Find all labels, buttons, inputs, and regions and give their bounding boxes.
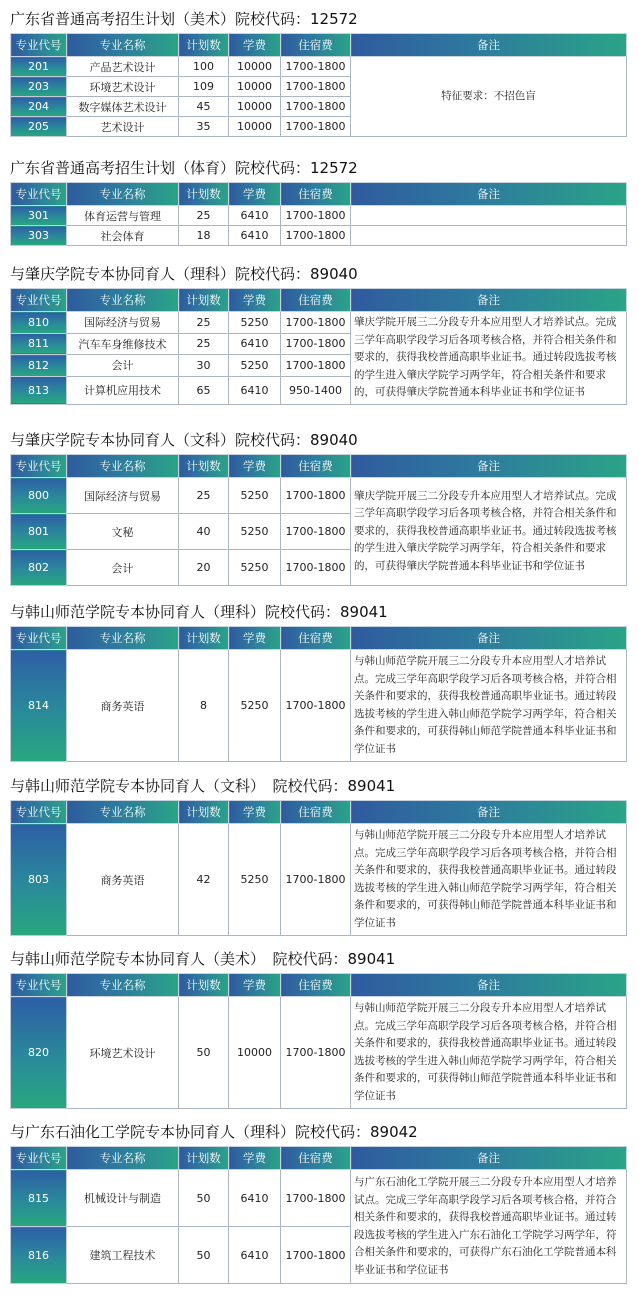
major-code: 201 [11,57,67,77]
tuition: 6410 [229,1227,281,1284]
major-code: 800 [11,478,67,514]
header-fee: 学费 [229,801,281,824]
plan-count: 18 [179,226,229,246]
header-fee: 学费 [229,974,281,997]
dorm-fee: 1700-1800 [281,117,351,137]
major-name: 环境艺术设计 [67,997,179,1109]
major-code: 803 [11,824,67,936]
major-name: 国际经济与贸易 [67,312,179,334]
dorm-fee: 1700-1800 [281,1227,351,1284]
header-fee: 学费 [229,455,281,478]
section-title: 与肇庆学院专本协同育人（理科）院校代码：89040 [10,265,358,283]
header-remark: 备注 [351,801,627,824]
header-dorm: 住宿费 [281,183,351,206]
tuition: 5250 [229,478,281,514]
header-dorm: 住宿费 [281,627,351,650]
dorm-fee: 1700-1800 [281,997,351,1109]
header-code: 专业代号 [11,627,67,650]
header-name: 专业名称 [67,183,179,206]
header-plan: 计划数 [179,801,229,824]
dorm-fee: 1700-1800 [281,57,351,77]
plan-count: 50 [179,1227,229,1284]
plan-table [10,973,627,1109]
header-code: 专业代号 [11,34,67,57]
major-code: 811 [11,333,67,355]
dorm-fee: 1700-1800 [281,478,351,514]
remark [351,226,627,246]
dorm-fee: 1700-1800 [281,1170,351,1227]
header-code: 专业代号 [11,183,67,206]
tuition: 5250 [229,355,281,377]
major-code: 816 [11,1227,67,1284]
table-row [11,478,627,514]
plan-count: 20 [179,550,229,586]
table-row [11,997,627,1109]
major-name: 体育运营与管理 [67,206,179,226]
section-sports [10,154,627,246]
header-code: 专业代号 [11,974,67,997]
tuition: 6410 [229,376,281,404]
header-remark: 备注 [351,34,627,57]
tuition: 5250 [229,650,281,762]
remark: 肇庆学院开展三二分段专升本应用型人才培养试点。完成三学年高职学段学习后各项考核合格，并符合相关条件和要求的，获得我校普通高职毕业证书。通过转段选拔考核的学生进入肇庆学院学习两学年，符合相关条件和要求的，可获得肇庆学院普通本科毕业证书和学位证书 [351,312,627,405]
dorm-fee: 1700-1800 [281,206,351,226]
table-row [11,226,627,246]
major-name: 计算机应用技术 [67,376,179,404]
plan-count: 100 [179,57,229,77]
plan-count: 109 [179,77,229,97]
tuition: 6410 [229,206,281,226]
plan-table [10,800,627,936]
plan-count: 42 [179,824,229,936]
table-row [11,206,627,226]
header-dorm: 住宿费 [281,455,351,478]
header-row [11,455,627,478]
major-code: 815 [11,1170,67,1227]
major-name: 艺术设计 [67,117,179,137]
header-dorm: 住宿费 [281,289,351,312]
major-name: 产品艺术设计 [67,57,179,77]
section-title: 广东省普通高考招生计划（体育）院校代码：12572 [10,159,358,177]
header-name: 专业名称 [67,455,179,478]
header-dorm: 住宿费 [281,1147,351,1170]
header-remark: 备注 [351,1147,627,1170]
header-row [11,1147,627,1170]
major-name: 建筑工程技术 [67,1227,179,1284]
header-row [11,289,627,312]
tuition: 5250 [229,514,281,550]
header-remark: 备注 [351,289,627,312]
major-name: 会计 [67,550,179,586]
major-name: 数字媒体艺术设计 [67,97,179,117]
header-fee: 学费 [229,183,281,206]
section-title: 广东省普通高考招生计划（美术）院校代码：12572 [10,10,358,28]
table-row [11,57,627,77]
major-name: 文秘 [67,514,179,550]
major-name: 商务英语 [67,650,179,762]
tuition: 5250 [229,824,281,936]
tuition: 6410 [229,333,281,355]
major-name: 商务英语 [67,824,179,936]
major-code: 810 [11,312,67,334]
dorm-fee: 1700-1800 [281,514,351,550]
section-title: 与韩山师范学院专本协同育人（理科）院校代码：89041 [10,603,388,621]
header-name: 专业名称 [67,974,179,997]
plan-table [10,454,627,586]
major-code: 205 [11,117,67,137]
dorm-fee: 1700-1800 [281,97,351,117]
plan-table [10,626,627,762]
header-dorm: 住宿费 [281,801,351,824]
header-remark: 备注 [351,455,627,478]
major-name: 环境艺术设计 [67,77,179,97]
dorm-fee: 950-1400 [281,376,351,404]
table-row [11,650,627,762]
tuition: 10000 [229,117,281,137]
header-fee: 学费 [229,1147,281,1170]
header-plan: 计划数 [179,455,229,478]
plan-count: 25 [179,206,229,226]
tuition: 10000 [229,57,281,77]
remark: 肇庆学院开展三二分段专升本应用型人才培养试点。完成三学年高职学段学习后各项考核合格，并符合相关条件和要求的，获得我校普通高职毕业证书。通过转段选拔考核的学生进入肇庆学院学习两学年，符合相关条件和要求的，可获得肇庆学院普通本科毕业证书和学位证书 [351,478,627,586]
plan-table [10,33,627,137]
section-hanshan-art [10,945,627,1109]
plan-count: 50 [179,1170,229,1227]
header-plan: 计划数 [179,974,229,997]
tuition: 6410 [229,1170,281,1227]
plan-count: 30 [179,355,229,377]
remark: 与韩山师范学院开展三二分段专升本应用型人才培养试点。完成三学年高职学段学习后各项考核合格，并符合相关条件和要求的，获得我校普通高职毕业证书。通过转段选拔考核的学生进入韩山师范学院学习两学年，符合相关条件和要求的，可获得韩山师范学院普通本科毕业证书和学位证书 [351,997,627,1109]
header-name: 专业名称 [67,289,179,312]
major-name: 机械设计与制造 [67,1170,179,1227]
dorm-fee: 1700-1800 [281,77,351,97]
header-code: 专业代号 [11,289,67,312]
dorm-fee: 1700-1800 [281,226,351,246]
major-code: 204 [11,97,67,117]
major-name: 会计 [67,355,179,377]
header-row [11,974,627,997]
table-row [11,312,627,334]
major-code: 303 [11,226,67,246]
section-title: 与肇庆学院专本协同育人（文科）院校代码：89040 [10,431,358,449]
dorm-fee: 1700-1800 [281,550,351,586]
major-code: 802 [11,550,67,586]
section-title: 与韩山师范学院专本协同育人（文科） 院校代码：89041 [10,777,396,795]
major-code: 813 [11,376,67,404]
header-row [11,801,627,824]
header-plan: 计划数 [179,289,229,312]
major-code: 820 [11,997,67,1109]
major-name: 社会体育 [67,226,179,246]
header-row [11,34,627,57]
header-remark: 备注 [351,183,627,206]
plan-table [10,1146,627,1284]
header-row [11,183,627,206]
tuition: 10000 [229,97,281,117]
header-fee: 学费 [229,627,281,650]
header-plan: 计划数 [179,627,229,650]
major-name: 汽车车身维修技术 [67,333,179,355]
section-zhaoqing-science [10,260,627,405]
table-row [11,1170,627,1227]
plan-count: 35 [179,117,229,137]
header-remark: 备注 [351,627,627,650]
remark: 与韩山师范学院开展三二分段专升本应用型人才培养试点。完成三学年高职学段学习后各项考核合格，并符合相关条件和要求的，获得我校普通高职毕业证书。通过转段选拔考核的学生进入韩山师范学院学习两学年，符合相关条件和要求的，可获得韩山师范学院普通本科毕业证书和学位证书 [351,824,627,936]
tuition: 5250 [229,312,281,334]
major-name: 国际经济与贸易 [67,478,179,514]
header-name: 专业名称 [67,627,179,650]
plan-count: 8 [179,650,229,762]
dorm-fee: 1700-1800 [281,312,351,334]
remark [351,206,627,226]
header-fee: 学费 [229,289,281,312]
header-plan: 计划数 [179,34,229,57]
major-code: 203 [11,77,67,97]
section-title: 与广东石油化工学院专本协同育人（理科）院校代码：89042 [10,1123,418,1141]
section-hanshan-science [10,598,627,762]
header-code: 专业代号 [11,801,67,824]
major-code: 812 [11,355,67,377]
header-plan: 计划数 [179,1147,229,1170]
header-fee: 学费 [229,34,281,57]
plan-table [10,182,627,246]
plan-table [10,288,627,405]
header-remark: 备注 [351,974,627,997]
section-art [10,5,627,137]
plan-count: 45 [179,97,229,117]
section-title: 与韩山师范学院专本协同育人（美术） 院校代码：89041 [10,950,396,968]
table-row [11,824,627,936]
plan-count: 50 [179,997,229,1109]
dorm-fee: 1700-1800 [281,650,351,762]
major-code: 301 [11,206,67,226]
tuition: 6410 [229,226,281,246]
dorm-fee: 1700-1800 [281,333,351,355]
major-code: 801 [11,514,67,550]
header-name: 专业名称 [67,1147,179,1170]
plan-count: 65 [179,376,229,404]
plan-count: 40 [179,514,229,550]
dorm-fee: 1700-1800 [281,355,351,377]
remark: 与韩山师范学院开展三二分段专升本应用型人才培养试点。完成三学年高职学段学习后各项考核合格，并符合相关条件和要求的，获得我校普通高职毕业证书。通过转段选拔考核的学生进入韩山师范学院学习两学年，符合相关条件和要求的，可获得韩山师范学院普通本科毕业证书和学位证书 [351,650,627,762]
plan-count: 25 [179,312,229,334]
plan-count: 25 [179,478,229,514]
section-hanshan-arts [10,772,627,936]
header-plan: 计划数 [179,183,229,206]
remark: 特征要求：不招色盲 [351,57,627,137]
header-dorm: 住宿费 [281,974,351,997]
tuition: 10000 [229,997,281,1109]
tuition: 10000 [229,77,281,97]
header-name: 专业名称 [67,801,179,824]
header-name: 专业名称 [67,34,179,57]
tuition: 5250 [229,550,281,586]
section-zhaoqing-arts [10,426,627,586]
header-row [11,627,627,650]
remark: 与广东石油化工学院开展三二分段专升本应用型人才培养试点。完成三学年高职学段学习后各项考核合格，并符合相关条件和要求的，获得我校普通高职毕业证书。通过转段选拔考核的学生进入广东石油化工学院学习两学年，符合相关条件和要求的，可获得广东石油化工学院普通本科毕业证书和学位证书 [351,1170,627,1284]
section-petrochemical-science [10,1118,627,1284]
plan-count: 25 [179,333,229,355]
header-dorm: 住宿费 [281,34,351,57]
header-code: 专业代号 [11,1147,67,1170]
major-code: 814 [11,650,67,762]
header-code: 专业代号 [11,455,67,478]
dorm-fee: 1700-1800 [281,824,351,936]
